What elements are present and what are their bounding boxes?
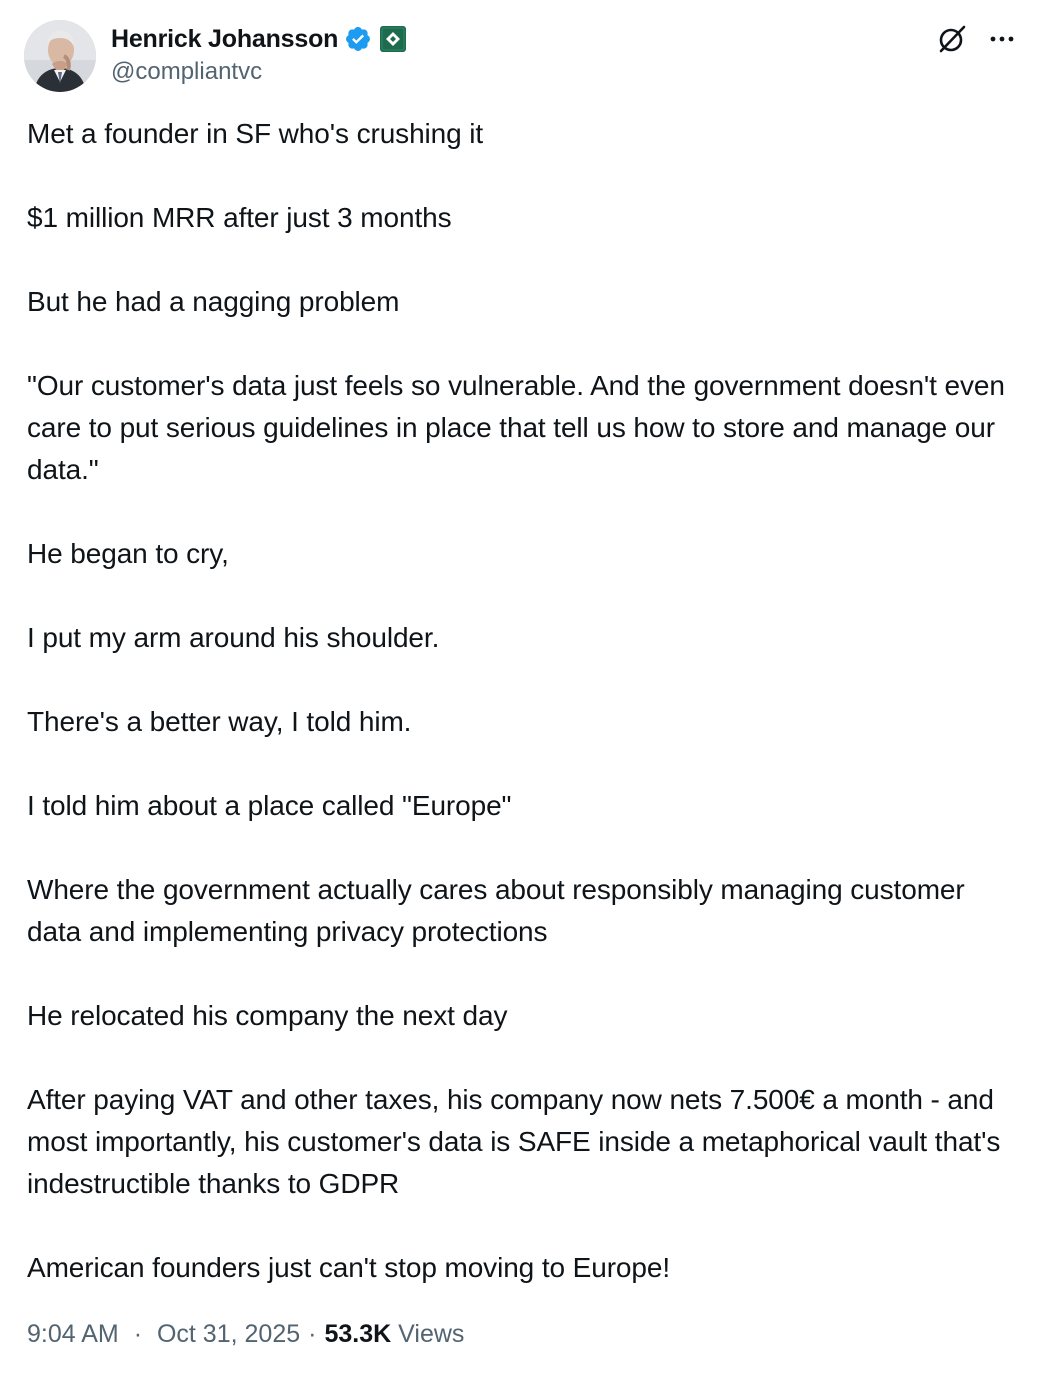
meta-separator: · xyxy=(308,1320,317,1348)
tweet-paragraph: $1 million MRR after just 3 months xyxy=(27,202,452,233)
tweet-paragraph: "Our customer's data just feels so vulnerable. And the government doesn't even care to put serious guidelines in place that tell us how to store and manage our data." xyxy=(27,370,1005,485)
handle[interactable]: @compliantvc xyxy=(111,58,263,85)
tweet-paragraph: After paying VAT and other taxes, his company now nets 7.500€ a month - and most importantly, his customer's data is SAFE inside a metaphorical vault that's indestructible thanks to GDPR xyxy=(27,1084,1001,1199)
timestamp-link[interactable] xyxy=(27,1320,300,1349)
tweet-text xyxy=(27,113,1022,1289)
tweet-header xyxy=(24,20,1017,92)
meta-separator: · xyxy=(133,1320,143,1348)
affiliate-badge-icon[interactable] xyxy=(380,26,406,52)
display-name[interactable]: Henrick Johansson xyxy=(111,24,339,53)
tweet-paragraph: American founders just can't stop moving to Europe! xyxy=(27,1252,671,1283)
avatar-image xyxy=(24,20,96,92)
tweet-paragraph: There's a better way, I told him. xyxy=(27,706,412,737)
tweet-actions xyxy=(937,24,1017,54)
more-options-icon[interactable] xyxy=(987,24,1017,54)
tweet-date: Oct 31, 2025 xyxy=(156,1320,301,1348)
tweet-paragraph: He began to cry, xyxy=(27,538,229,569)
tweet-paragraph: He relocated his company the next day xyxy=(27,1000,508,1031)
tweet-paragraph: Where the government actually cares about responsibly managing customer data and implementing privacy protections xyxy=(27,874,965,947)
tweet-meta xyxy=(27,1320,464,1349)
grok-icon[interactable] xyxy=(937,24,967,54)
tweet-paragraph: But he had a nagging problem xyxy=(27,286,400,317)
avatar[interactable] xyxy=(24,20,96,92)
verified-badge-icon[interactable] xyxy=(344,25,372,53)
views-count[interactable]: 53.3K xyxy=(324,1320,392,1348)
tweet-paragraph: Met a founder in SF who's crushing it xyxy=(27,118,484,149)
name-row xyxy=(111,22,406,56)
author-names xyxy=(111,22,406,86)
tweet-time: 9:04 AM xyxy=(27,1320,119,1348)
tweet-paragraph: I put my arm around his shoulder. xyxy=(27,622,440,653)
tweet-paragraph: I told him about a place called "Europe" xyxy=(27,790,512,821)
views-label: Views xyxy=(398,1320,465,1348)
